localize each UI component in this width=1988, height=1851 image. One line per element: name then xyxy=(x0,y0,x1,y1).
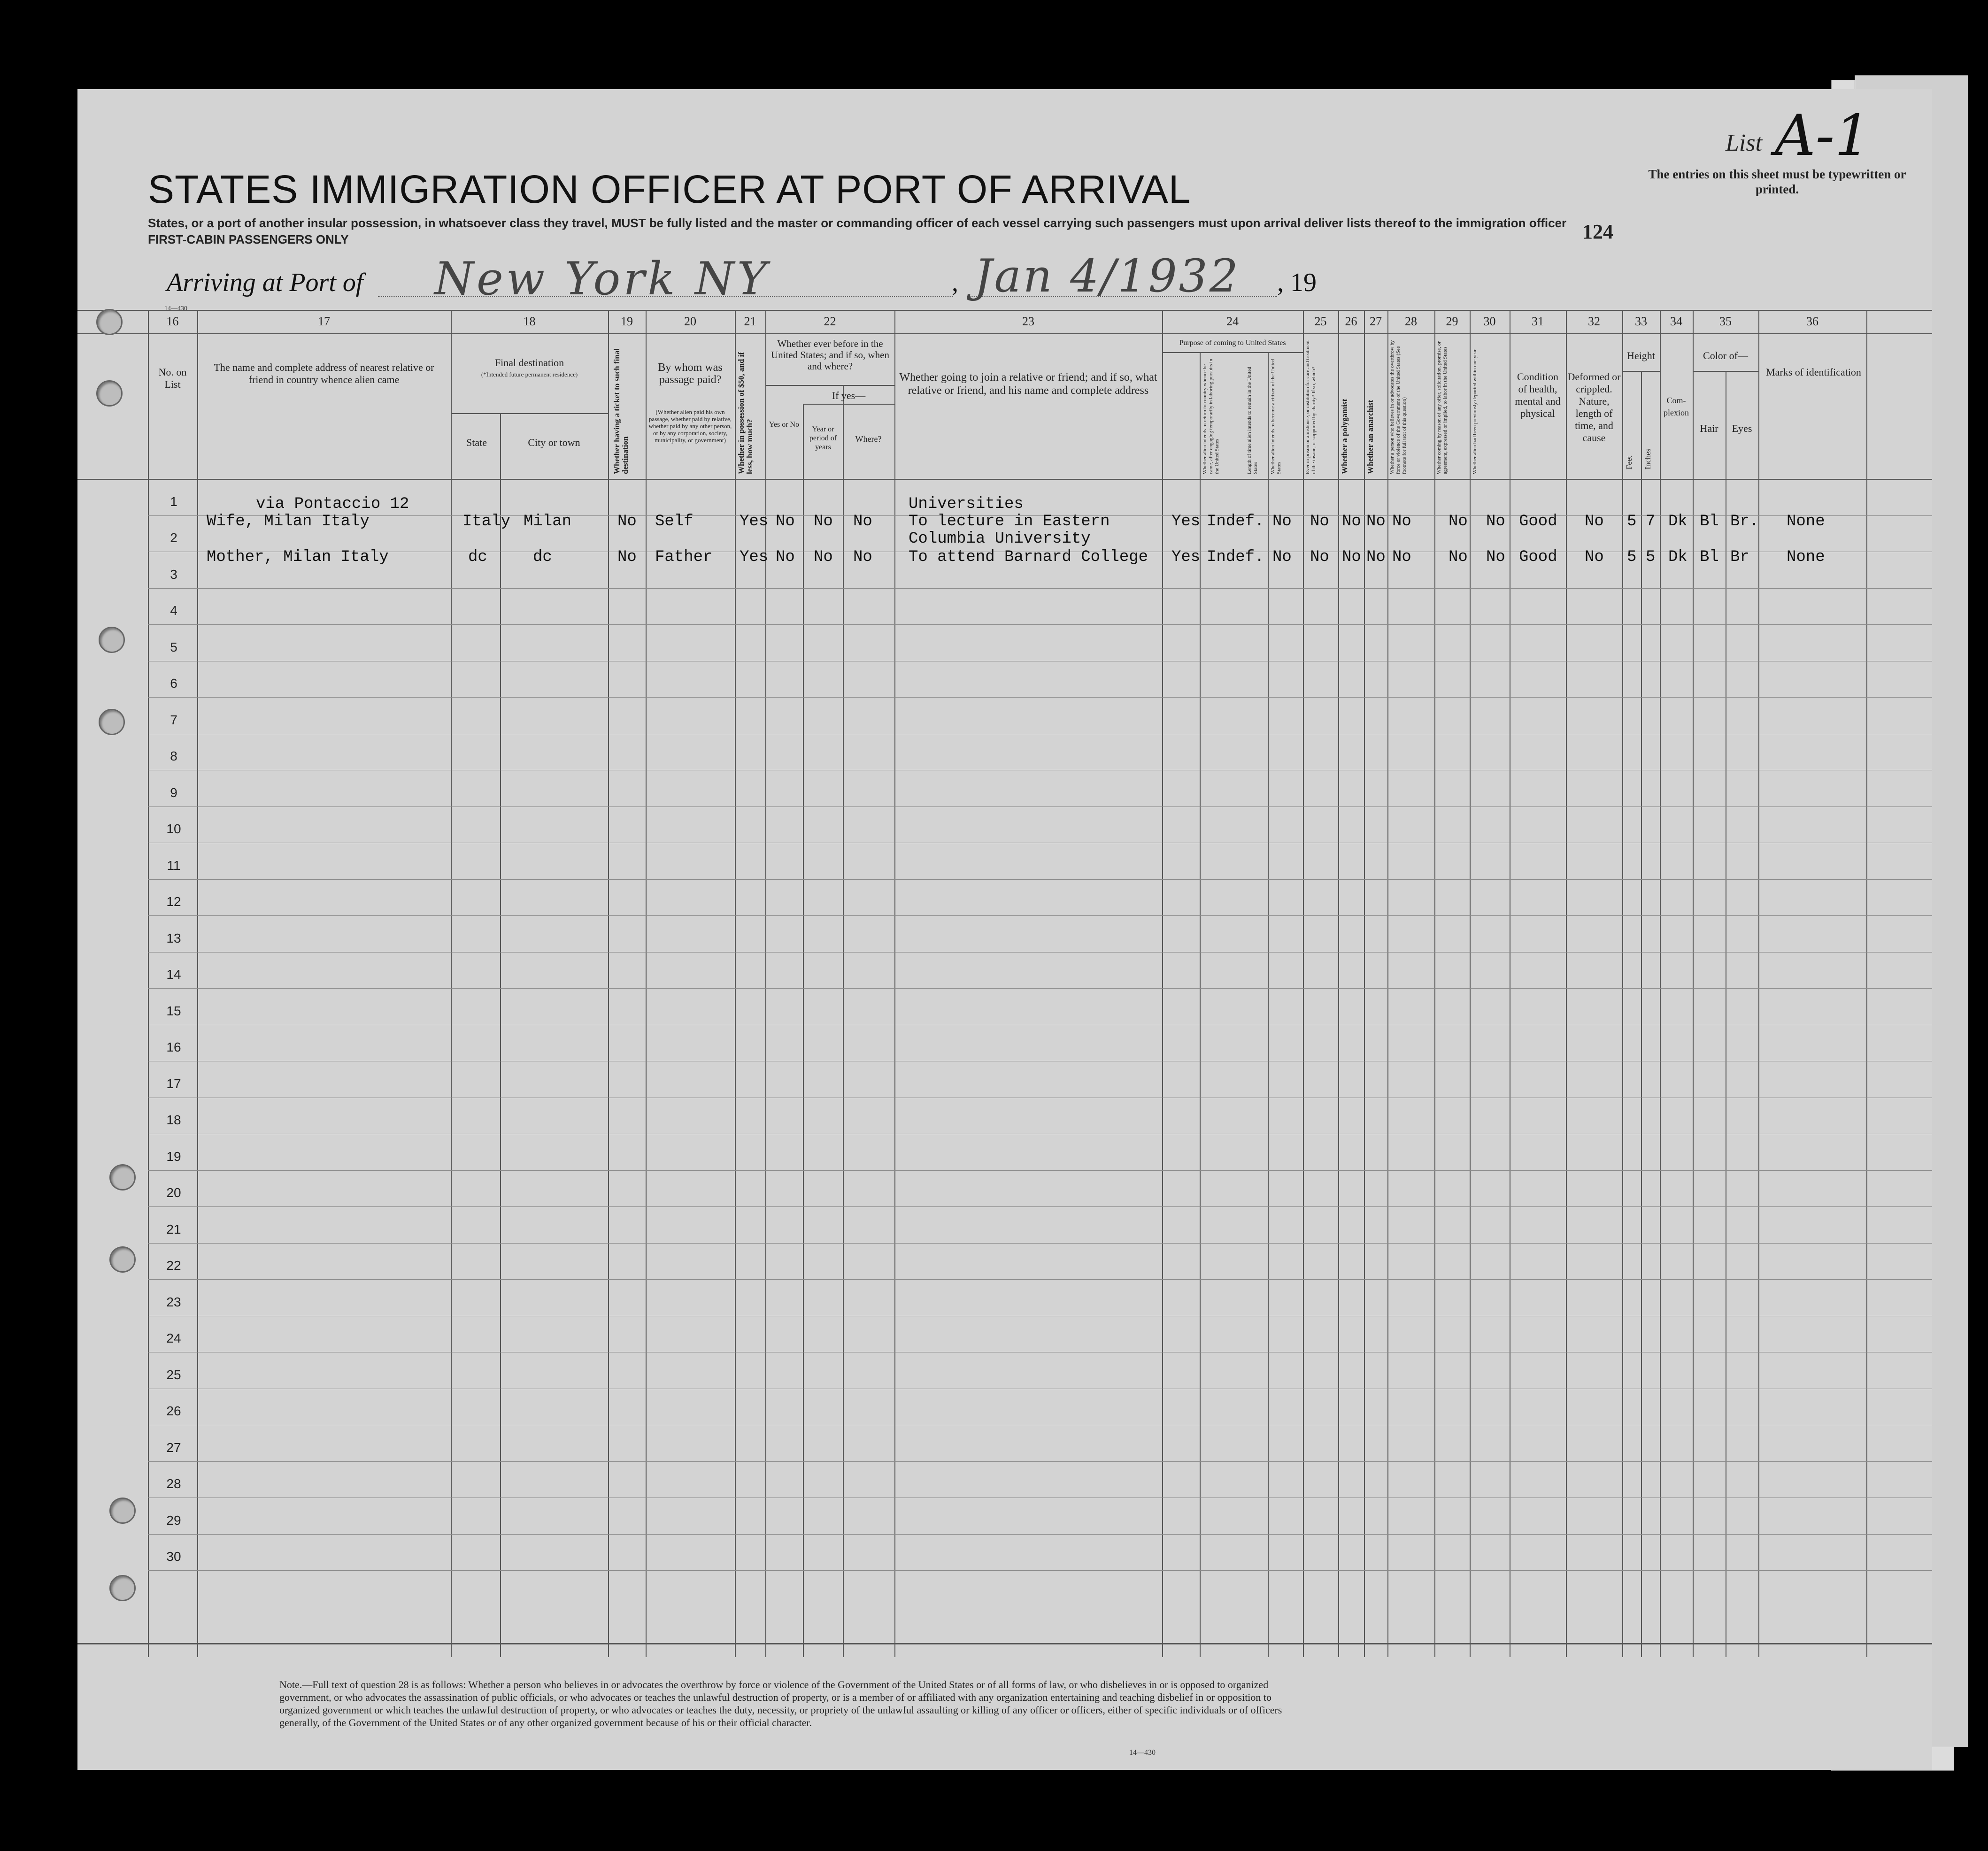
entry-1-before-where: No xyxy=(853,513,872,530)
header-eyes: Eyes xyxy=(1732,422,1752,434)
row-number: 23 xyxy=(166,1294,181,1309)
header-relative: The name and complete address of nearest relative or friend in country whence alien came xyxy=(214,361,434,385)
header-anarchist: Whether an anarchist xyxy=(1366,399,1375,474)
col-number: 34 xyxy=(1670,315,1682,328)
header-if-yes: If yes— xyxy=(832,390,866,401)
rule xyxy=(77,479,1932,480)
entry-1-join-line3: Columbia University xyxy=(909,530,1091,548)
header-inches: Inches xyxy=(1643,448,1652,469)
entry-1-city: Milan xyxy=(524,513,572,530)
col-number: 32 xyxy=(1588,315,1600,328)
col-number: 22 xyxy=(824,315,836,328)
rule xyxy=(765,385,894,386)
row-line xyxy=(148,624,1932,625)
header-ticket: Whether having a ticket to such final destination xyxy=(612,348,630,474)
col-number: 19 xyxy=(621,315,633,328)
entry-1-deported: No xyxy=(1486,513,1505,530)
entry-2-length: Indef. xyxy=(1207,548,1264,566)
entry-1-inches: 7 xyxy=(1646,513,1656,530)
header-height: Height xyxy=(1627,350,1655,361)
entry-2-city: dc xyxy=(533,548,552,566)
entry-2-health: Good xyxy=(1519,548,1557,566)
header-deformed: Deformed or crippled. Nature, length of time, and cause xyxy=(1567,371,1621,444)
header-before-in-us: Whether ever before in the United States; and if so, when and where? xyxy=(771,338,889,372)
row-line xyxy=(148,806,1932,807)
row-number: 10 xyxy=(166,822,181,836)
col-line xyxy=(1387,310,1388,1657)
col-line xyxy=(1622,310,1623,1657)
header-color-of: Color of— xyxy=(1703,350,1748,361)
entry-2-return: Yes xyxy=(1171,548,1201,566)
entry-2-hair: Bl xyxy=(1700,548,1719,566)
header-final-destination-note: (*Intended future permanent residence) xyxy=(481,371,578,378)
row-number: 30 xyxy=(166,1549,181,1564)
port-handwritten: New York NY xyxy=(434,253,770,305)
row-line xyxy=(148,1461,1932,1462)
rule xyxy=(77,1643,1932,1644)
footnote: Note.—Full text of question 28 is as follows: Whether a person who believes in or advocates the overthrow by force or violence of the Government of the United States or of all forms of law, or who disbelieves in or is opposed to organized government, or who advocates the assassination of public officials, or who advocates or teaches the unlawful destruction of property, or is a member of or affiliated with any organization entertaining and teaching disbelief in or opposition to organized government or which teaches the unlawful destruction of property, or who advocates or teaches the duty, necessity, or propriety of the unlawful assaulting or killing of any officer or officers, either of specific individuals or of officers generally, of the Government of the United States or of any other organized government because of his or their official character. xyxy=(279,1679,1282,1728)
entry-2-state: dc xyxy=(468,548,487,566)
col-line xyxy=(1162,310,1163,1657)
col-line xyxy=(608,310,609,1657)
row-number: 12 xyxy=(166,894,181,909)
entry-1-ticket: No xyxy=(617,513,637,530)
header-passage-paid-note: (Whether alien paid his own passage, whether paid by relative, whether paid by any other person, or by any corporation, society, municipality, or government) xyxy=(648,408,732,444)
entry-2-eyes: Br xyxy=(1730,548,1749,566)
row-number: 6 xyxy=(170,676,177,691)
col-line xyxy=(894,310,895,1657)
entry-1-hair: Bl xyxy=(1700,513,1719,530)
form-number: 14—430 xyxy=(164,305,187,312)
header-no-on-list: No. on List xyxy=(158,366,187,390)
col-number: 20 xyxy=(684,315,696,328)
row-line xyxy=(148,588,1932,589)
row-number: 9 xyxy=(170,785,177,800)
row-number: 16 xyxy=(166,1040,181,1054)
col-number: 27 xyxy=(1370,315,1382,328)
entry-1-contract: No xyxy=(1449,513,1468,530)
binder-hole xyxy=(99,627,125,653)
row-line xyxy=(148,879,1932,880)
col-line xyxy=(1641,371,1642,1657)
col-line xyxy=(765,310,766,1657)
entry-1-eyes: Br. xyxy=(1730,513,1759,530)
header-state: State xyxy=(466,437,487,448)
entry-2-before-us: No xyxy=(776,548,795,566)
entry-1-health: Good xyxy=(1519,513,1557,530)
col-line xyxy=(1758,310,1759,1657)
entry-1-before-us: No xyxy=(776,513,795,530)
row-number: 18 xyxy=(166,1113,181,1127)
row-number: 4 xyxy=(170,603,177,618)
row-line xyxy=(148,1243,1932,1244)
col-line xyxy=(1693,310,1694,1657)
entry-2-join-line1: To attend Barnard College xyxy=(909,548,1148,566)
header-prison: Ever in prison or almshouse, or institution for care and treatment of the insane, or supported by charity? If so, which? xyxy=(1305,340,1317,474)
header-where: Where? xyxy=(855,434,882,444)
entry-1-polygamist: No xyxy=(1342,513,1361,530)
header-purpose-length: Length of time alien intends to remain in the United States xyxy=(1247,367,1258,474)
rule xyxy=(1622,371,1660,372)
entry-2-deported: No xyxy=(1486,548,1505,566)
col-line xyxy=(843,385,844,1657)
list-label: List xyxy=(1726,130,1763,156)
header-yes-or-no: Yes or No xyxy=(769,421,800,429)
col-number: 26 xyxy=(1345,315,1357,328)
row-number: 1 xyxy=(170,494,177,509)
col-line xyxy=(646,310,647,1657)
entry-1-complexion: Dk xyxy=(1668,513,1687,530)
header-deported: Whether alien had been previously deported within one year xyxy=(1472,349,1478,474)
entry-2-before-years: No xyxy=(814,548,833,566)
entry-1-return: Yes xyxy=(1171,513,1201,530)
col-line xyxy=(1660,310,1661,1657)
arriving-label: Arriving at Port of xyxy=(167,268,363,297)
col-line xyxy=(735,310,736,1657)
page-subtitle: States, or a port of another insular possession, in whatsoever class they travel, MUST be fully listed and the master or commanding officer of each vessel carrying such passengers must upon arrival deliver lists thereof to the immigration officer xyxy=(148,216,1567,230)
col-number: 18 xyxy=(523,315,536,328)
header-hair: Hair xyxy=(1700,422,1718,434)
row-number: 7 xyxy=(170,712,177,727)
header-marks: Marks of identification xyxy=(1766,366,1861,378)
header-health: Condition of health, mental and physical xyxy=(1515,371,1561,419)
row-number: 25 xyxy=(166,1367,181,1382)
row-line xyxy=(148,1534,1932,1535)
row-line xyxy=(148,1206,1932,1207)
entry-1-overthrow: No xyxy=(1392,513,1411,530)
entry-1-prison: No xyxy=(1310,513,1329,530)
entry-2-deformed: No xyxy=(1585,548,1604,566)
row-number: 17 xyxy=(166,1076,181,1091)
col-number: 35 xyxy=(1719,315,1732,328)
col-number: 17 xyxy=(318,315,330,328)
col-number: 23 xyxy=(1022,315,1034,328)
row-number: 29 xyxy=(166,1513,181,1528)
row-number: 21 xyxy=(166,1221,181,1237)
col-line xyxy=(1434,310,1435,1657)
header-complexion: Com-plexion xyxy=(1664,396,1689,417)
page-title: STATES IMMIGRATION OFFICER AT PORT OF ARRIVAL xyxy=(148,167,1191,211)
entry-2-inches: 5 xyxy=(1646,548,1656,566)
binder-hole xyxy=(109,1498,136,1524)
col-number: 24 xyxy=(1226,315,1239,328)
sheet-number: 124 xyxy=(1582,220,1613,243)
entry-1-relative: Wife, Milan Italy xyxy=(207,513,370,530)
entry-2-feet: 5 xyxy=(1627,548,1637,566)
header-final-destination: Final destination xyxy=(494,357,564,369)
col-line xyxy=(500,413,501,1657)
col-number: 28 xyxy=(1405,315,1417,328)
col-line xyxy=(451,310,452,1657)
binder-hole xyxy=(99,709,125,735)
entry-1-deformed: No xyxy=(1585,513,1604,530)
list-number: A-1 xyxy=(1775,103,1871,169)
entry-1-join-line2: To lecture in Eastern xyxy=(909,513,1110,530)
passenger-class: FIRST-CABIN PASSENGERS ONLY xyxy=(148,232,349,246)
row-number: 11 xyxy=(167,858,181,873)
header-contract-labor: Whether coming by reason of any offer, solicitation, promise, or agreement, expressed or implied, to labor in the United States xyxy=(1436,341,1448,474)
rule xyxy=(77,333,1932,334)
entry-2-contract: No xyxy=(1449,548,1468,566)
entry-1-length: Indef. xyxy=(1207,513,1264,530)
rule xyxy=(1162,352,1303,353)
rule xyxy=(77,310,1932,311)
header-overthrow: Whether a person who believes in or advocates the overthrow by force or violence of the Government of the United States (See footnote for full text of this question) xyxy=(1389,340,1407,474)
binder-hole xyxy=(109,1164,136,1190)
row-line xyxy=(148,988,1932,989)
entry-2-marks: None xyxy=(1787,548,1825,566)
header-purpose: Purpose of coming to United States xyxy=(1179,339,1286,347)
entry-2-before-where: No xyxy=(853,548,872,566)
col-line xyxy=(148,310,149,1657)
manifest-sheet xyxy=(77,89,1932,1770)
rule xyxy=(1693,371,1758,372)
row-number: 22 xyxy=(166,1258,181,1273)
col-number: 30 xyxy=(1483,315,1496,328)
header-year-period: Year or period of years xyxy=(809,425,837,451)
entry-1-anarchist: No xyxy=(1366,513,1386,530)
entry-2-relative: Mother, Milan Italy xyxy=(207,548,389,566)
year-prefix: , 19 xyxy=(1277,268,1317,297)
row-line xyxy=(148,1170,1932,1171)
entry-2-overthrow: No xyxy=(1392,548,1411,566)
header-purpose-citizen: Whether alien intends to become a citizen of the United States xyxy=(1270,359,1282,474)
col-number: 21 xyxy=(744,315,756,328)
col-line xyxy=(1566,310,1567,1657)
col-number: 25 xyxy=(1314,315,1327,328)
comma: , xyxy=(952,268,958,297)
col-line xyxy=(1866,310,1867,1657)
entry-1-has-50: Yes xyxy=(740,513,769,530)
entry-1-paid-by: Self xyxy=(655,513,693,530)
entry-2-citizen: No xyxy=(1272,548,1292,566)
row-number: 5 xyxy=(170,639,177,654)
row-number: 13 xyxy=(166,930,181,945)
col-number: 33 xyxy=(1635,315,1647,328)
header-city: City or town xyxy=(528,437,580,448)
header-feet: Feet xyxy=(1625,455,1634,469)
col-line xyxy=(197,310,198,1657)
entry-2-ticket: No xyxy=(617,548,637,566)
entry-1-citizen: No xyxy=(1272,513,1292,530)
date-handwritten: Jan 4/1932 xyxy=(974,250,1240,302)
row-number: 27 xyxy=(166,1440,181,1455)
col-line xyxy=(1303,310,1304,1657)
entry-1-marks: None xyxy=(1787,513,1825,530)
row-number: 8 xyxy=(170,749,177,763)
entry-2-prison: No xyxy=(1310,548,1329,566)
rule xyxy=(451,413,608,414)
col-number: 29 xyxy=(1446,315,1458,328)
typewritten-notice: The entries on this sheet must be typewritten or printed. xyxy=(1648,167,1906,196)
header-polygamist: Whether a polygamist xyxy=(1340,399,1349,474)
col-number: 36 xyxy=(1806,315,1818,328)
entry-1-feet: 5 xyxy=(1627,513,1637,530)
entry-1-state: Italy xyxy=(462,513,511,530)
entry-2-paid-by: Father xyxy=(655,548,713,566)
row-number: 28 xyxy=(166,1476,181,1491)
row-number: 3 xyxy=(170,567,177,582)
col-line xyxy=(1364,310,1365,1657)
binder-hole xyxy=(109,1575,136,1601)
header-passage-paid: By whom was passage paid? xyxy=(658,361,723,386)
header-purpose-return: Whether alien intends to return to country whence he came, after engaging temporarily in laboring pursuits in the United States xyxy=(1202,359,1220,474)
rule xyxy=(803,404,894,405)
footnote-code: 14—430 xyxy=(1129,1749,1156,1757)
col-line xyxy=(803,404,804,1657)
col-number: 16 xyxy=(166,315,179,328)
entry-1-before-years: No xyxy=(814,513,833,530)
row-number: 15 xyxy=(166,1003,181,1018)
binder-hole xyxy=(96,309,123,335)
row-line xyxy=(148,1279,1932,1280)
row-line xyxy=(148,915,1932,916)
manifest-table xyxy=(77,310,1932,1657)
entry-1-join-line1: Universities xyxy=(909,495,1024,513)
row-number: 14 xyxy=(166,967,181,982)
row-number: 24 xyxy=(166,1331,181,1345)
entry-1-address: via Pontaccio 12 xyxy=(256,495,409,513)
row-number: 2 xyxy=(170,530,177,545)
entry-2-has-50: Yes xyxy=(740,548,769,566)
binder-hole xyxy=(96,380,123,407)
entry-2-anarchist: No xyxy=(1366,548,1386,566)
row-number: 26 xyxy=(166,1404,181,1418)
entry-2-complexion: Dk xyxy=(1668,548,1687,566)
row-number: 19 xyxy=(166,1149,181,1164)
entry-2-polygamist: No xyxy=(1342,548,1361,566)
col-line xyxy=(1470,310,1471,1657)
row-line xyxy=(148,697,1932,698)
header-possession-50: Whether in possession of $50, and if less, how much? xyxy=(737,352,754,474)
row-number: 20 xyxy=(166,1185,181,1200)
row-line xyxy=(148,1570,1932,1571)
header-join-relative: Whether going to join a relative or friend; and if so, what relative or friend, and his name and complete address xyxy=(899,371,1157,397)
col-number: 31 xyxy=(1532,315,1544,328)
col-line xyxy=(1338,310,1339,1657)
binder-hole xyxy=(109,1246,136,1273)
